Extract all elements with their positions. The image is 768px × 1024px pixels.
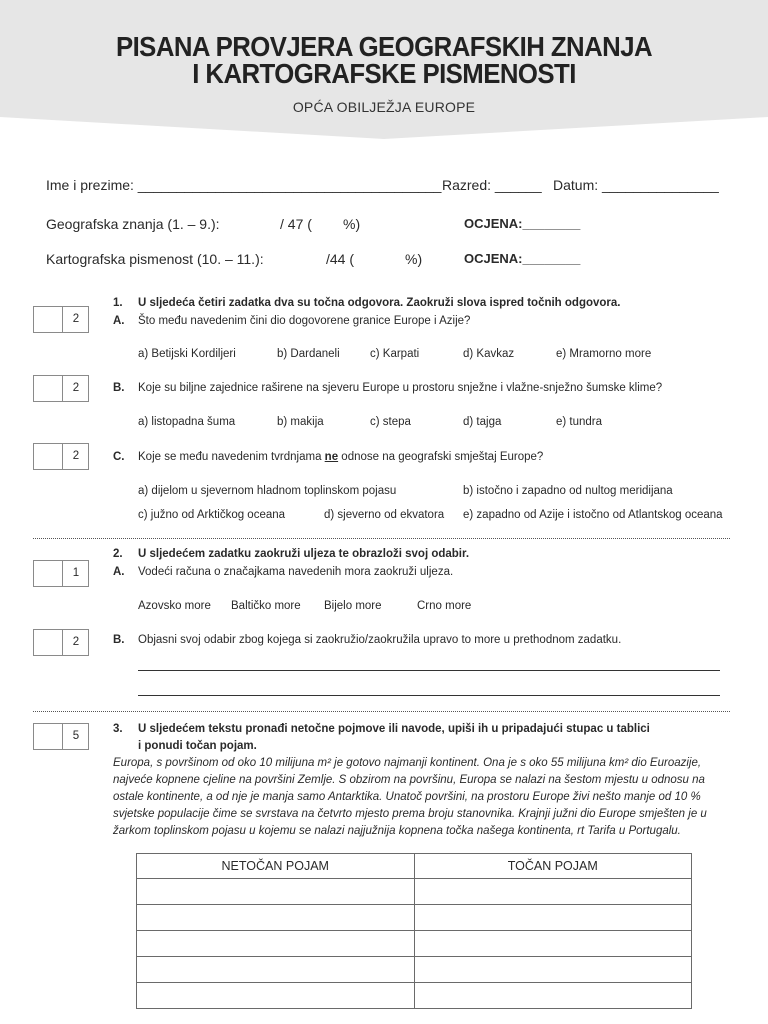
- q3-score-box[interactable]: [33, 723, 89, 750]
- q1a-text: Što među navedenim čini dio dogovorene granice Europe i Azije?: [138, 315, 471, 327]
- answer-table: [136, 853, 692, 1009]
- q1b-points: 2: [72, 382, 80, 394]
- q2a-option[interactable]: Bijelo more: [324, 600, 382, 612]
- column-header-correct: TOČAN POJAM: [414, 854, 692, 879]
- q1c-text-emphasis: ne: [324, 451, 339, 463]
- q2a-option[interactable]: Azovsko more: [138, 600, 211, 612]
- q1c-score-box[interactable]: [33, 443, 89, 470]
- table-cell[interactable]: [137, 931, 415, 957]
- answer-line[interactable]: [138, 670, 720, 671]
- q1a-letter: A.: [113, 315, 125, 327]
- name-field[interactable]: Ime i prezime: _______________________________________: [46, 177, 442, 193]
- geo-grade-field[interactable]: OCJENA:________: [464, 216, 581, 231]
- q1c-text-after: odnose na geografski smještaj Europe?: [341, 451, 544, 463]
- section-divider: [33, 538, 730, 539]
- q2a-text: Vodeći računa o značajkama navedenih mora zaokruži uljeza.: [138, 566, 454, 578]
- q2-heading: U sljedećem zadatku zaokruži uljeza te obrazloži svoj odabir.: [138, 548, 470, 560]
- answer-line[interactable]: [138, 695, 720, 696]
- table-cell[interactable]: [414, 905, 692, 931]
- table-row: [137, 983, 692, 1009]
- q1c-text-before: Koje se među navedenim tvrdnjama: [138, 451, 322, 463]
- passage-line: Europa, s površinom od oko 10 milijuna m² je gotovo najmanji kontinent. Ona je s oko 55 milijuna km² dio Euroazije,: [113, 757, 702, 769]
- carto-score-percent[interactable]: %): [405, 251, 423, 267]
- q1c-option[interactable]: e) zapadno od Azije i istočno od Atlantskog oceana: [463, 509, 723, 521]
- q1b-option[interactable]: a) listopadna šuma: [138, 416, 236, 428]
- carto-grade-field[interactable]: OCJENA:________: [464, 251, 581, 266]
- table-cell[interactable]: [137, 983, 415, 1009]
- passage-line: najveće kopnene cjeline na površini Zemlje. S obzirom na površinu, Europa se nalazi na šestom mjestu u odnosu na: [113, 774, 705, 786]
- q3-heading-line1: U sljedećem tekstu pronađi netočne pojmove ili navode, upiši ih u pripadajući stupac u tablici: [138, 723, 650, 735]
- table-cell[interactable]: [414, 983, 692, 1009]
- q2b-points: 2: [72, 636, 80, 648]
- q2b-score-box[interactable]: [33, 629, 89, 656]
- page-title-line1: PISANA PROVJERA GEOGRAFSKIH ZNANJA: [115, 31, 653, 62]
- carto-score-label: Kartografska pismenost (10. – 11.):: [46, 251, 264, 267]
- q1a-option[interactable]: a) Betijski Kordiljeri: [138, 348, 236, 360]
- q1b-option[interactable]: b) makija: [277, 416, 324, 428]
- q3-number: 3.: [113, 723, 123, 735]
- q1a-score-box[interactable]: [33, 306, 89, 333]
- q1a-option[interactable]: d) Kavkaz: [463, 348, 515, 360]
- table-cell[interactable]: [137, 879, 415, 905]
- q1c-letter: C.: [113, 451, 125, 463]
- date-field[interactable]: Datum: _______________: [553, 177, 719, 193]
- table-header-row: [137, 854, 692, 879]
- page-title-line2: I KARTOGRAFSKE PISMENOSTI: [192, 58, 576, 89]
- section-divider: [33, 711, 730, 712]
- table-row: [137, 931, 692, 957]
- table-row: [137, 879, 692, 905]
- q2a-option[interactable]: Baltičko more: [231, 600, 301, 612]
- q1b-letter: B.: [113, 382, 125, 394]
- q1-heading: U sljedeća četiri zadatka dva su točna odgovora. Zaokruži slova ispred točnih odgovora.: [138, 297, 621, 309]
- q1c-points: 2: [72, 450, 80, 462]
- q1b-option[interactable]: e) tundra: [556, 416, 603, 428]
- q1b-text: Koje su biljne zajednice raširene na sjeveru Europe u prostoru snježne i vlažne-snježno šumske klime?: [138, 382, 663, 394]
- q1c-option[interactable]: c) južno od Arktičkog oceana: [138, 509, 286, 521]
- q1c-text: [138, 451, 543, 463]
- table-cell[interactable]: [414, 931, 692, 957]
- q1c-option[interactable]: b) istočno i zapadno od nultog meridijana: [463, 485, 673, 497]
- table-row: [137, 957, 692, 983]
- q1a-points: 2: [72, 313, 80, 325]
- q1a-option[interactable]: e) Mramorno more: [556, 348, 652, 360]
- page-subtitle: OPĆA OBILJEŽJA EUROPE: [292, 99, 476, 115]
- q2-number: 2.: [113, 548, 123, 560]
- geo-score-percent[interactable]: %): [343, 216, 361, 232]
- q3-points: 5: [72, 730, 80, 742]
- q2b-text: Objasni svoj odabir zbog kojega si zaokružio/zaokružila upravo to more u prethodnom zadatku.: [138, 634, 622, 646]
- q1a-option[interactable]: b) Dardaneli: [277, 348, 340, 360]
- table-cell[interactable]: [414, 879, 692, 905]
- table-cell[interactable]: [414, 957, 692, 983]
- geo-score-label: Geografska znanja (1. – 9.):: [46, 216, 220, 232]
- q1b-score-box[interactable]: [33, 375, 89, 402]
- column-header-incorrect: NETOČAN POJAM: [137, 854, 415, 879]
- passage-line: ostale kontinente, a od nje je manja samo Antarktika. Unatoč površini, na prostoru Europe živi nešto manje od 10 %: [113, 791, 701, 803]
- table-cell[interactable]: [137, 905, 415, 931]
- q1b-option[interactable]: c) stepa: [370, 416, 411, 428]
- carto-score-total[interactable]: /44 (: [326, 251, 355, 267]
- table-cell[interactable]: [137, 957, 415, 983]
- geo-score-total[interactable]: / 47 (: [280, 216, 312, 232]
- q3-heading-line2: i ponudi točan pojam.: [138, 740, 257, 752]
- q1c-option[interactable]: d) sjeverno od ekvatora: [324, 509, 445, 521]
- passage-line: svjetske populacije čime se svrstava na četvrto mjesto prema broju stanovnika. Krajnji južni dio Europe smješten je u: [113, 808, 707, 820]
- q2b-letter: B.: [113, 634, 125, 646]
- q2a-letter: A.: [113, 566, 125, 578]
- q1b-option[interactable]: d) tajga: [463, 416, 502, 428]
- q2a-points: 1: [72, 567, 80, 579]
- table-row: [137, 905, 692, 931]
- q1c-option[interactable]: a) dijelom u sjevernom hladnom toplinskom pojasu: [138, 485, 397, 497]
- q1a-option[interactable]: c) Karpati: [370, 348, 420, 360]
- passage-line: žarkom toplinskom pojasu u kojemu se nalazi najjužnija kopnena točka našega kontinenta, rt Tarifa u Portugalu.: [113, 825, 681, 837]
- q2a-score-box[interactable]: [33, 560, 89, 587]
- q3-passage: [113, 755, 725, 840]
- class-field[interactable]: Razred: ______: [442, 177, 542, 193]
- q1-number: 1.: [113, 297, 123, 309]
- q2a-option[interactable]: Crno more: [417, 600, 472, 612]
